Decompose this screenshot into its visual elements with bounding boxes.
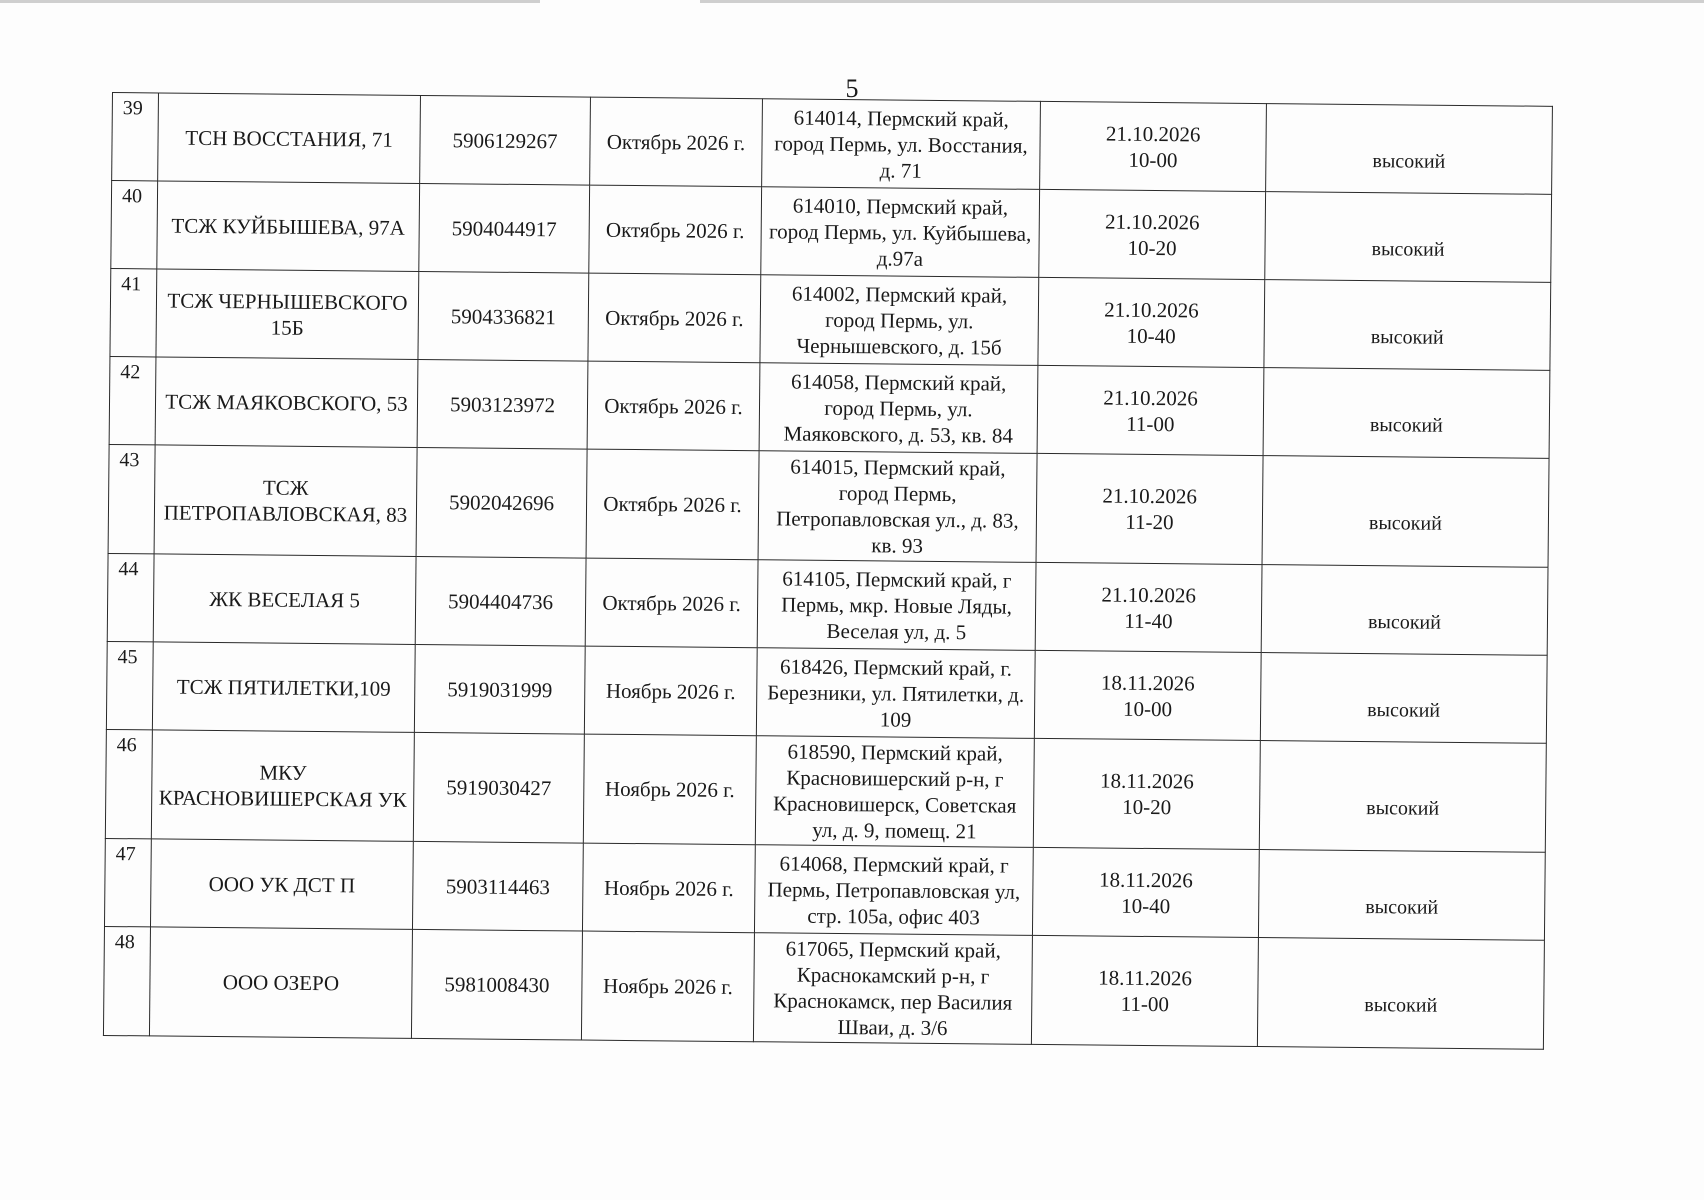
inn: 5919030427 [413,732,584,843]
date-time [1031,935,1258,1046]
inspection-month: Ноябрь 2026 г. [581,931,754,1042]
table-row [111,181,1552,283]
inn: 5903123972 [417,359,588,449]
inspection-month: Октябрь 2026 г. [588,273,761,363]
organization-name: ТСН ВОССТАНИЯ, 71 [158,93,421,184]
inspection-date: 21.10.2026 [1104,297,1199,322]
inspection-month: Октябрь 2026 г. [589,185,762,275]
address: 614068, Пермский край, г Пермь, Петропавловская ул, стр. 105а, офис 403 [754,845,1033,936]
row-number: 47 [104,838,151,926]
table-row [108,444,1549,567]
organization-name: ЖК ВЕСЕЛАЯ 5 [153,554,416,645]
organization-name: ТСЖ КУЙБЫШЕВА, 97А [157,181,420,272]
date-time [1036,453,1263,564]
inspection-time: 11-20 [1125,509,1174,535]
table-row [110,268,1551,370]
inspection-date: 21.10.2026 [1103,385,1198,410]
inspection-month: Октябрь 2026 г. [587,361,760,451]
organization-name: ООО ОЗЕРО [149,927,412,1039]
inspection-time: 10-40 [1126,323,1176,348]
table-row [112,93,1553,195]
inspection-month: Октябрь 2026 г. [590,97,763,187]
risk-level: высокий [1266,104,1553,195]
row-number: 42 [109,356,156,444]
inspection-date: 18.11.2026 [1098,965,1193,991]
address: 618590, Пермский край, Красновишерский р-н, г Красновишерск, Советская ул, д. 9, помещ. 21 [755,736,1034,848]
date-time [1035,562,1262,652]
address: 618426, Пермский край, г. Березники, ул. Пятилетки, д. 109 [756,648,1035,739]
scan-edge-mark [700,0,1704,3]
inspection-date: 21.10.2026 [1102,483,1198,509]
inspection-time: 10-20 [1127,235,1177,260]
inn: 5904404736 [415,556,586,646]
inspection-time: 10-00 [1123,696,1173,721]
risk-level: высокий [1265,192,1552,283]
inn: 5904044917 [419,183,590,273]
risk-level: высокий [1263,368,1550,459]
inspection-month: Октябрь 2026 г. [585,558,758,648]
date-time [1038,277,1265,367]
date-time [1037,365,1264,455]
inspection-date: 18.11.2026 [1100,670,1195,695]
schedule-sheet [103,92,1552,1050]
inn: 5981008430 [411,929,582,1040]
date-time [1039,189,1266,279]
row-number: 48 [103,926,150,1035]
row-number: 43 [108,444,155,553]
scan-edge-mark [0,0,540,3]
organization-name: ТСЖ МАЯКОВСКОГО, 53 [155,357,418,448]
inspection-month: Ноябрь 2026 г. [582,843,755,933]
organization-name: ТСЖ ПЕТРОПАВЛОВСКАЯ, 83 [154,445,417,557]
inspection-date: 21.10.2026 [1104,209,1200,234]
inspection-date: 21.10.2026 [1105,121,1201,146]
risk-level: высокий [1261,565,1548,656]
address: 614014, Пермский край, город Пермь, ул. Восстания, д. 71 [762,99,1041,190]
inspection-date: 18.11.2026 [1099,768,1194,794]
table-row [107,553,1548,655]
organization-name: МКУ КРАСНОВИШЕРСКАЯ УК [151,730,414,842]
address: 614002, Пермский край, город Пермь, ул. Чернышевского, д. 15б [760,275,1039,366]
risk-level: высокий [1258,850,1545,941]
page-number: 5 [845,74,859,103]
table-row [109,356,1550,458]
address: 614105, Пермский край, г Пермь, мкр. Новые Ляды, Веселая ул, д. 5 [757,560,1036,651]
row-number: 44 [107,553,154,641]
inspection-time: 10-40 [1121,893,1171,918]
inn: 5903114463 [412,841,583,931]
date-time [1032,847,1259,937]
inspection-month: Октябрь 2026 г. [586,449,759,560]
inspection-date: 21.10.2026 [1101,582,1197,607]
inn: 5919031999 [414,644,585,734]
row-number: 45 [106,641,153,729]
inspection-month: Ноябрь 2026 г. [584,646,757,736]
inspection-date: 18.11.2026 [1099,867,1193,892]
table-row [106,641,1547,743]
risk-level: высокий [1262,456,1549,568]
table-row [103,926,1544,1049]
risk-level: высокий [1260,653,1547,744]
address: 614058, Пермский край, город Пермь, ул. Маяковского, д. 53, кв. 84 [759,363,1038,454]
inn: 5902042696 [416,447,587,558]
inspection-time: 11-00 [1120,991,1170,1017]
inspection-time: 10-20 [1122,794,1172,820]
risk-level: высокий [1259,741,1546,853]
table-row [105,729,1546,852]
inspection-time: 11-00 [1126,411,1175,436]
row-number: 40 [111,181,158,269]
inn: 5906129267 [420,95,591,185]
organization-name: ООО УК ДСТ П [150,839,413,930]
inn: 5904336821 [418,271,589,361]
row-number: 46 [105,729,152,838]
organization-name: ТСЖ ЧЕРНЫШЕВСКОГО 15Б [156,269,419,360]
row-number: 39 [112,93,159,181]
date-time [1034,650,1261,740]
inspection-schedule-table [103,92,1553,1050]
risk-level: высокий [1264,280,1551,371]
address: 617065, Пермский край, Краснокамский р-н, г Краснокамск, пер Василия Шваи, д. 3/6 [753,933,1032,1045]
risk-level: высокий [1257,938,1544,1050]
inspection-time: 11-40 [1124,608,1173,633]
address: 614015, Пермский край, город Пермь, Петропавловская ул., д. 83, кв. 93 [758,451,1037,563]
organization-name: ТСЖ ПЯТИЛЕТКИ,109 [152,642,415,733]
date-time [1040,101,1267,191]
row-number: 41 [110,268,157,356]
table-row [104,838,1545,940]
date-time [1033,738,1260,849]
inspection-time: 10-00 [1128,147,1178,172]
address: 614010, Пермский край, город Пермь, ул. Куйбышева, д.97а [761,187,1040,278]
inspection-month: Ноябрь 2026 г. [583,734,756,845]
